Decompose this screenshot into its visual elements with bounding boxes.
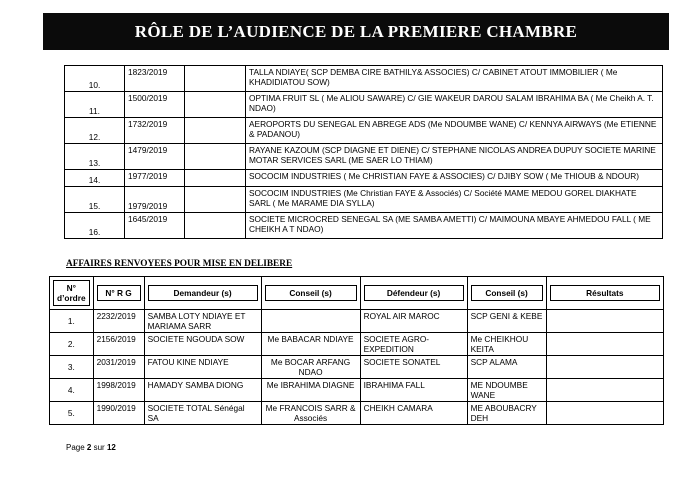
defendeur-cell: SOCIETE AGRO-EXPEDITION (360, 333, 467, 356)
conseil-cell-2: SCP ALAMA (467, 356, 546, 379)
row-number: 12. (65, 118, 125, 144)
parties-cell: SOCIETE MICROCRED SENEGAL SA (ME SAMBA AMETTI) C/ MAIMOUNA MBAYE AHMEDOU FALL ( ME CHEIKH A T NDAO) (246, 213, 663, 239)
page-footer (66, 443, 116, 452)
row-number: 16. (65, 213, 125, 239)
page-title-banner (43, 13, 669, 50)
demandeur-cell: SAMBA LOTY NDIAYE ET MARIAMA SARR (144, 310, 261, 333)
resultats-cell (546, 310, 663, 333)
col-header-conseil: Conseil (s) (261, 277, 360, 310)
row-number: 14. (65, 170, 125, 187)
table-row (65, 92, 663, 118)
row-number: 13. (65, 144, 125, 170)
table-row (65, 170, 663, 187)
empty-cell (185, 144, 246, 170)
row-number: 10. (65, 66, 125, 92)
empty-cell (185, 66, 246, 92)
table-row (65, 118, 663, 144)
conseil-cell: Me FRANCOIS SARR & Associés (261, 402, 360, 425)
demandeur-cell: FATOU KINE NDIAYE (144, 356, 261, 379)
conseil-cell-2: ME ABOUBACRY DEH (467, 402, 546, 425)
defendeur-cell: IBRAHIMA FALL (360, 379, 467, 402)
page-title: RÔLE DE L’AUDIENCE DE LA PREMIERE CHAMBRE (134, 22, 578, 41)
demandeur-cell: HAMADY SAMBA DIONG (144, 379, 261, 402)
table-row (50, 379, 664, 402)
col-header-order: N° d’ordre (50, 277, 94, 310)
empty-cell (185, 170, 246, 187)
row-number: 15. (65, 187, 125, 213)
order-number: 1. (50, 310, 94, 333)
conseil-cell-2: ME NDOUMBE WANE (467, 379, 546, 402)
resultats-cell (546, 356, 663, 379)
conseil-cell: Me BABACAR NDIAYE (261, 333, 360, 356)
deliberation-table (49, 276, 664, 425)
defendeur-cell: SOCIETE SONATEL (360, 356, 467, 379)
table-row (50, 333, 664, 356)
order-number: 2. (50, 333, 94, 356)
rg-number: 1977/2019 (125, 170, 185, 187)
col-header-resultats: Résultats (546, 277, 663, 310)
defendeur-cell: ROYAL AIR MAROC (360, 310, 467, 333)
conseil-cell-2: SCP GENI & KEBE (467, 310, 546, 333)
empty-cell (185, 92, 246, 118)
table-row (65, 144, 663, 170)
order-number: 5. (50, 402, 94, 425)
page-number: 2 (86, 443, 92, 452)
parties-cell: SOCOCIM INDUSTRIES (Me Christian FAYE & Associés) C/ Société MAME MEDOU GOREL DIAKHATE SARL ( Me MARAME DIA SYLLA) (246, 187, 663, 213)
page-sep: sur (93, 443, 105, 452)
rg-number: 2031/2019 (93, 356, 144, 379)
table-row (65, 187, 663, 213)
table-row (50, 356, 664, 379)
conseil-cell: Me IBRAHIMA DIAGNE (261, 379, 360, 402)
header-row (50, 277, 664, 310)
hearing-table (64, 65, 663, 239)
rg-number: 2156/2019 (93, 333, 144, 356)
rg-number: 1998/2019 (93, 379, 144, 402)
resultats-cell (546, 333, 663, 356)
defendeur-cell: CHEIKH CAMARA (360, 402, 467, 425)
table-row (50, 310, 664, 333)
parties-cell: TALLA NDIAYE( SCP DEMBA CIRE BATHILY& ASSOCIES) C/ CABINET ATOUT IMMOBILIER ( Me KHADIDIATOU SOW) (246, 66, 663, 92)
conseil-cell (261, 310, 360, 333)
col-header-demandeur: Demandeur (s) (144, 277, 261, 310)
rg-number: 1990/2019 (93, 402, 144, 425)
resultats-cell (546, 402, 663, 425)
page-label: Page (66, 443, 85, 452)
col-header-rg: N° R G (93, 277, 144, 310)
parties-cell: AEROPORTS DU SENEGAL EN ABREGE ADS (Me NDOUMBE WANE) C/ KENNYA AIRWAYS (Me ETIENNE & PADANOU) (246, 118, 663, 144)
parties-cell: RAYANE KAZOUM (SCP DIAGNE ET DIENE) C/ STEPHANE NICOLAS ANDREA DUPUY SOCIETE MARINE MOTAR SERVICES SARL (ME SAER LO THIAM) (246, 144, 663, 170)
row-number: 11. (65, 92, 125, 118)
resultats-cell (546, 379, 663, 402)
rg-number: 1979/2019 (125, 187, 185, 213)
empty-cell (185, 187, 246, 213)
col-header-defendeur: Défendeur (s) (360, 277, 467, 310)
empty-cell (185, 213, 246, 239)
order-number: 3. (50, 356, 94, 379)
table-row (65, 213, 663, 239)
empty-cell (185, 118, 246, 144)
rg-number: 1645/2019 (125, 213, 185, 239)
rg-number: 1732/2019 (125, 118, 185, 144)
parties-cell: OPTIMA FRUIT SL ( Me ALIOU SAWARE) C/ GIE WAKEUR DAROU SALAM IBRAHIMA BA ( Me Cheikh A. T. NDAO) (246, 92, 663, 118)
demandeur-cell: SOCIETE NGOUDA SOW (144, 333, 261, 356)
col-header-conseil-2: Conseil (s) (467, 277, 546, 310)
table-row (65, 66, 663, 92)
rg-number: 1500/2019 (125, 92, 185, 118)
demandeur-cell: SOCIETE TOTAL Sénégal SA (144, 402, 261, 425)
section-title: AFFAIRES RENVOYEES POUR MISE EN DELIBERE (66, 259, 293, 269)
table-row (50, 402, 664, 425)
page-total: 12 (106, 443, 116, 452)
rg-number: 2232/2019 (93, 310, 144, 333)
conseil-cell-2: Me CHEIKHOU KEITA (467, 333, 546, 356)
rg-number: 1823/2019 (125, 66, 185, 92)
parties-cell: SOCOCIM INDUSTRIES ( Me CHRISTIAN FAYE & ASSOCIES) C/ DJIBY SOW ( Me THIOUB & NDOUR) (246, 170, 663, 187)
rg-number: 1479/2019 (125, 144, 185, 170)
order-number: 4. (50, 379, 94, 402)
conseil-cell: Me BOCAR ARFANG NDAO (261, 356, 360, 379)
